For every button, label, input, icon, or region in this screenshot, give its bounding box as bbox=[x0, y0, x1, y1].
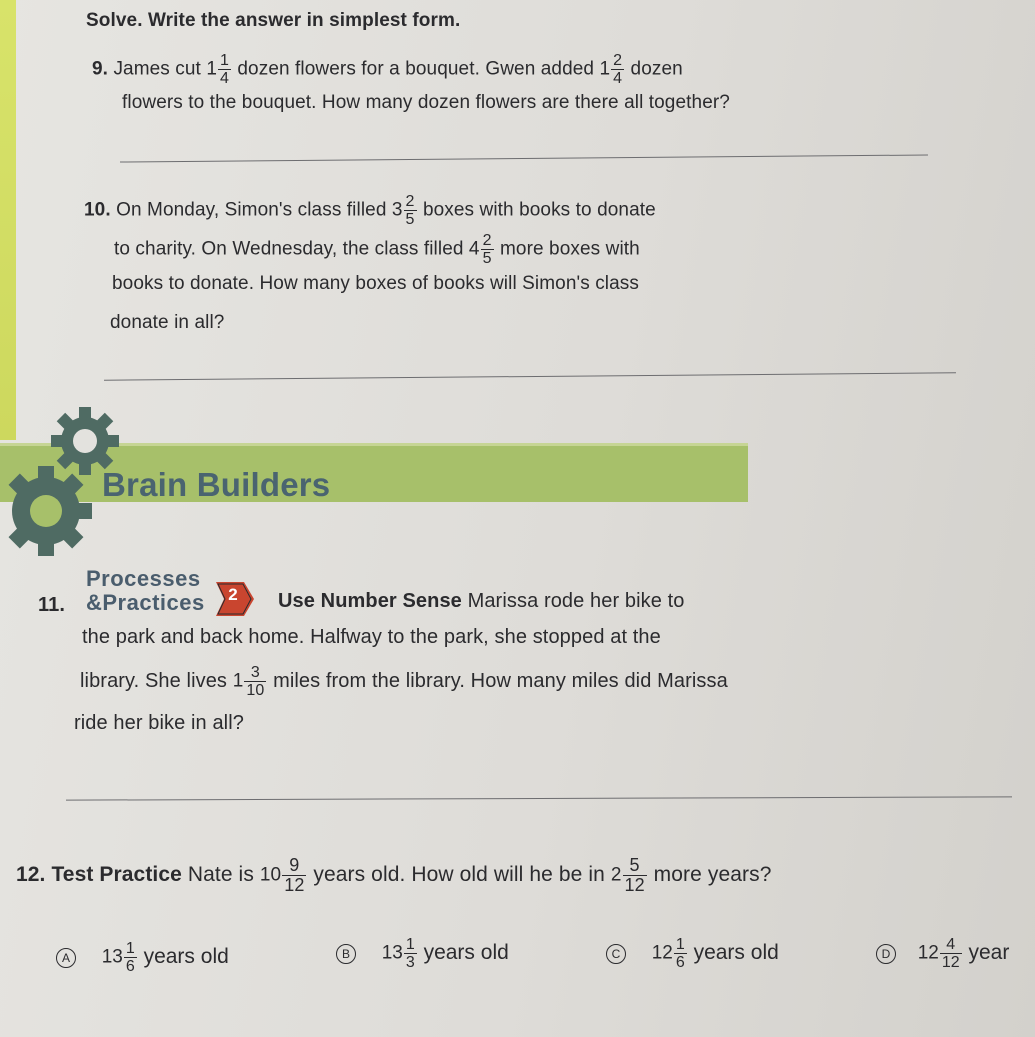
large-gear-icon bbox=[0, 462, 102, 560]
q12-fraction-1-whole: 10 bbox=[259, 864, 282, 886]
question-11-line-3 bbox=[80, 664, 728, 699]
choice-b-whole: 13 bbox=[381, 942, 403, 964]
q10-answer-line[interactable] bbox=[104, 372, 956, 380]
choice-c[interactable] bbox=[606, 936, 779, 971]
choice-d[interactable] bbox=[876, 936, 1009, 971]
q10-fraction-2-denominator: 5 bbox=[482, 250, 492, 267]
q9-fraction-1-whole: 1 bbox=[206, 58, 217, 80]
q10-text-1: On Monday, Simon's class filled bbox=[116, 199, 387, 221]
q9-fraction-1-numerator: 1 bbox=[220, 52, 229, 69]
question-9-number: 9. bbox=[92, 58, 109, 80]
question-10-line-3: books to donate. How many boxes of books will Simon's class bbox=[112, 273, 639, 294]
practice-badge-number: 2 bbox=[228, 585, 238, 604]
choice-b-denominator: 3 bbox=[405, 954, 415, 971]
choice-b-fraction bbox=[404, 936, 417, 971]
q9-fraction-2-numerator: 2 bbox=[613, 52, 623, 69]
q10-text-4: more boxes with bbox=[499, 238, 640, 260]
q10-text-3: to charity. On Wednesday, the class filled bbox=[114, 238, 464, 260]
question-11-line-4: ride her bike in all? bbox=[74, 712, 244, 734]
question-9-line-1 bbox=[92, 52, 683, 87]
q9-text-3: dozen bbox=[630, 58, 683, 80]
q12-fraction-2-denominator: 12 bbox=[624, 875, 645, 895]
choice-c-bubble[interactable]: C bbox=[606, 944, 626, 964]
q12-fraction-2-whole: 2 bbox=[610, 864, 622, 886]
choice-c-text: years old bbox=[693, 941, 779, 965]
choice-c-whole: 12 bbox=[651, 942, 673, 964]
question-10-line-1 bbox=[84, 193, 656, 228]
brain-builders-title: Brain Builders bbox=[102, 466, 331, 503]
choice-a[interactable] bbox=[56, 940, 229, 975]
choice-c-numerator: 1 bbox=[675, 936, 685, 953]
q11-text-3: miles from the library. How many miles did Marissa bbox=[273, 669, 728, 692]
choice-d-numerator: 4 bbox=[940, 936, 962, 954]
q11-text-1: Marissa rode her bike to bbox=[467, 590, 685, 612]
q10-text-2: boxes with books to donate bbox=[422, 199, 656, 221]
choice-a-whole: 13 bbox=[101, 946, 123, 968]
choice-d-text: year bbox=[968, 941, 1010, 965]
choice-b[interactable] bbox=[336, 936, 509, 971]
question-9-line-2: flowers to the bouquet. How many dozen flowers are there all together? bbox=[122, 92, 730, 113]
q12-fraction-1 bbox=[282, 856, 306, 895]
q9-fraction-1-denominator: 4 bbox=[220, 70, 229, 87]
q9-fraction-2-denominator: 4 bbox=[613, 70, 623, 87]
choice-b-bubble[interactable]: B bbox=[336, 944, 356, 964]
choice-d-whole: 12 bbox=[917, 942, 939, 964]
q12-fraction-2-numerator: 5 bbox=[623, 856, 647, 876]
choice-d-denominator: 12 bbox=[941, 954, 960, 971]
q9-fraction-2-whole: 1 bbox=[599, 58, 611, 80]
q11-text-2: library. She lives bbox=[80, 669, 228, 692]
choice-b-numerator: 1 bbox=[405, 936, 415, 953]
question-10-line-4: donate in all? bbox=[110, 312, 225, 333]
question-11-line-1 bbox=[278, 590, 685, 613]
q11-fraction-numerator: 3 bbox=[244, 664, 266, 682]
q12-fraction-1-denominator: 12 bbox=[284, 875, 305, 895]
q11-fraction-whole: 1 bbox=[232, 670, 244, 692]
q9-text-1: James cut bbox=[113, 58, 201, 80]
question-12-line-1 bbox=[16, 856, 771, 895]
question-10-number: 10. bbox=[84, 199, 111, 221]
choice-d-fraction bbox=[940, 936, 962, 971]
q9-text-2: dozen flowers for a bouquet. Gwen added bbox=[237, 58, 595, 80]
margin-strip bbox=[0, 0, 16, 440]
q9-fraction-2 bbox=[611, 52, 624, 87]
choice-a-text: years old bbox=[143, 945, 229, 969]
choice-a-numerator: 1 bbox=[125, 940, 135, 957]
q10-fraction-2-whole: 4 bbox=[468, 238, 480, 260]
choice-c-fraction bbox=[674, 936, 687, 971]
q12-text-1: Nate is bbox=[187, 863, 254, 887]
q12-text-3: more years? bbox=[653, 863, 772, 887]
q12-text-2: years old. How old will he be in bbox=[313, 863, 605, 887]
choice-a-denominator: 6 bbox=[125, 958, 135, 975]
q11-lead: Use Number Sense bbox=[278, 590, 462, 612]
choice-d-bubble[interactable]: D bbox=[876, 944, 896, 964]
q11-fraction-denominator: 10 bbox=[246, 682, 265, 699]
question-11-number: 11. bbox=[38, 594, 65, 616]
q11-fraction bbox=[244, 664, 266, 699]
q12-fraction-2 bbox=[623, 856, 647, 895]
q9-answer-line[interactable] bbox=[120, 154, 928, 162]
q10-fraction-1-whole: 3 bbox=[391, 199, 403, 221]
q12-fraction-1-numerator: 9 bbox=[282, 856, 306, 876]
q9-fraction-1 bbox=[218, 52, 231, 87]
instruction: Solve. Write the answer in simplest form. bbox=[86, 10, 461, 31]
q10-fraction-2-numerator: 2 bbox=[482, 232, 492, 249]
q10-fraction-2 bbox=[481, 232, 494, 267]
choice-a-bubble[interactable]: A bbox=[56, 948, 76, 968]
question-10-line-2 bbox=[114, 232, 640, 267]
choice-b-text: years old bbox=[423, 941, 509, 965]
question-12-number: 12. bbox=[16, 863, 46, 887]
q12-lead: Test Practice bbox=[51, 863, 182, 887]
choice-a-fraction bbox=[124, 940, 137, 975]
q11-answer-line[interactable] bbox=[66, 796, 1012, 800]
q10-fraction-1 bbox=[404, 193, 417, 228]
practices-label: &Practices bbox=[86, 590, 205, 615]
processes-label: Processes bbox=[86, 566, 201, 591]
q10-fraction-1-denominator: 5 bbox=[405, 211, 415, 228]
question-11-line-2: the park and back home. Halfway to the park, she stopped at the bbox=[82, 626, 661, 648]
choice-c-denominator: 6 bbox=[675, 954, 685, 971]
q10-fraction-1-numerator: 2 bbox=[405, 193, 415, 210]
